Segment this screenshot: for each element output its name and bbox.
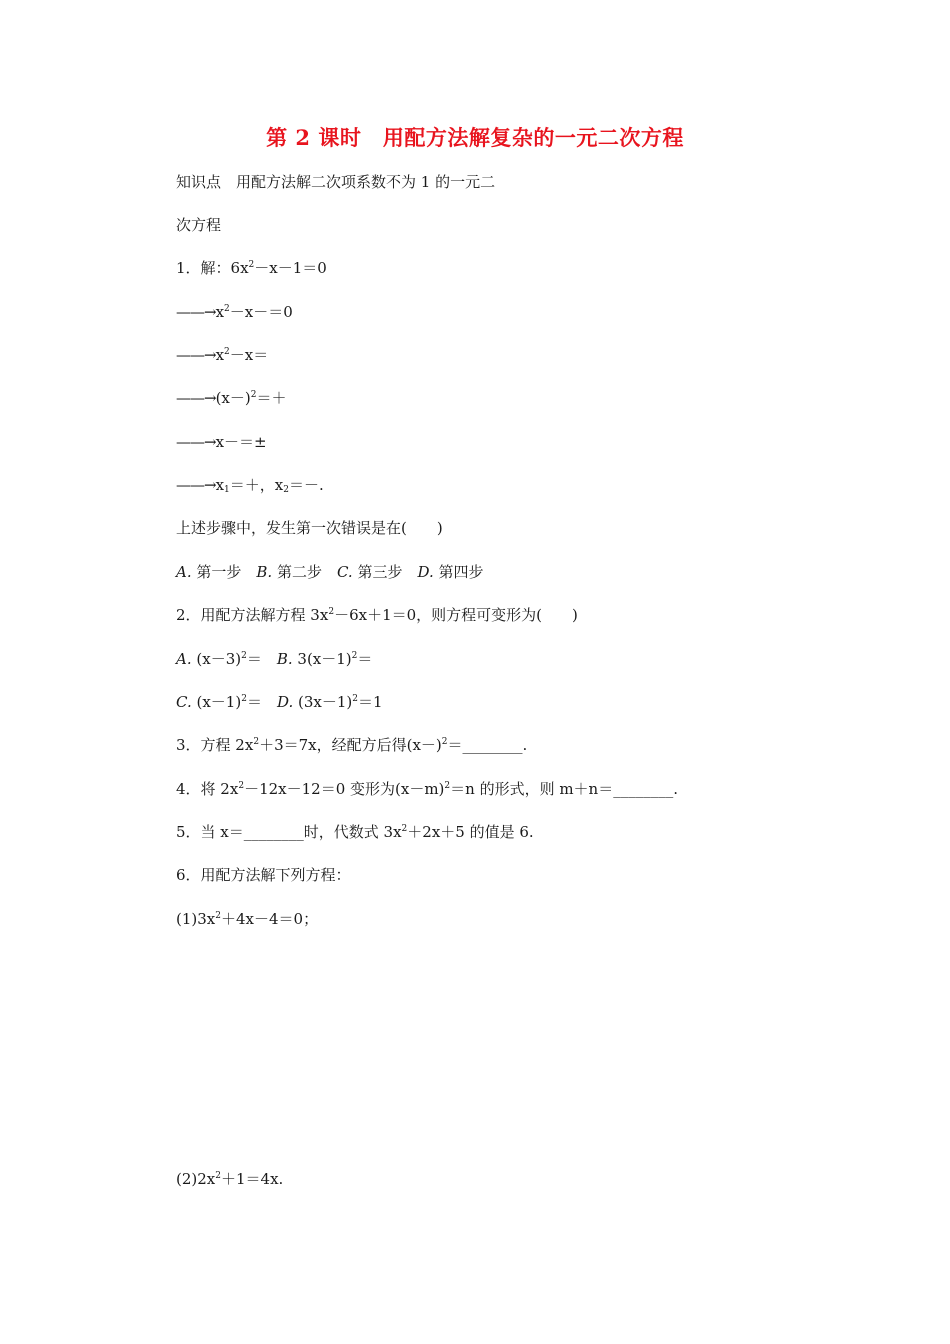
arrow-icon: ——→ xyxy=(176,303,216,321)
q1-step-2: $——\to x^2-x=$ xyxy=(176,346,269,364)
q6-question: 6．用配方法解下列方程： xyxy=(176,866,351,884)
arrow-icon: ——→ xyxy=(176,433,216,451)
q1-step-1: $——\to x^2-x-=0$ xyxy=(176,303,293,321)
q2-question: 2．用配方法解方程 $3x^2-6x+1=0$，则方程可变形为( ) xyxy=(176,606,578,624)
q5-question: 5．当 x＝________时，代数式 $3x^2+2x+5$ 的值是 6. xyxy=(176,823,534,841)
knowledge-point-line-1: 知识点 用配方法解二次项系数不为 1 的一元二 xyxy=(176,173,496,191)
q4-question: 4．将 $2x^2-12x-12=0$ 变形为$(x-m)^2=n$ 的形式，则 m＋n＝________. xyxy=(176,780,678,798)
q1-question: 上述步骤中，发生第一次错误是在( ) xyxy=(176,519,443,537)
q1-step-5: $——\to x_1=+$，$x_2=-$. xyxy=(176,476,324,495)
q2-options-cd: C. $(x-1)^2=$ D. $(3x-1)^2=1$ xyxy=(176,693,383,711)
q1-options: A. 第一步 B. 第二步 C. 第三步 D. 第四步 xyxy=(176,563,484,581)
knowledge-point-line-2: 次方程 xyxy=(176,216,222,234)
q1-equation: 1．解：$6x^2-x-1=0$ xyxy=(176,259,327,277)
q3-question: 3．方程 $2x^2+3=7x$，经配方后得$(x-)^2=\_\_\_\_\_\_\_\_$. xyxy=(176,736,528,754)
q6-part-2: $(2)2x^2+1=4x$. xyxy=(176,1170,284,1188)
q6-part-1: $(1)3x^2+4x-4=0$； xyxy=(176,910,319,928)
arrow-icon: ——→ xyxy=(176,389,216,407)
q1-step-3: $——\to(x-)^2=+$ xyxy=(176,389,287,407)
arrow-icon: ——→ xyxy=(176,346,216,364)
page-title: 第 2 课时 用配方法解复杂的一元二次方程 xyxy=(266,125,684,150)
arrow-icon: ——→ xyxy=(176,476,216,494)
q2-options-ab: A. $(x-3)^2=$ B. $3(x-1)^2=$ xyxy=(176,650,373,668)
q1-step-4: ——→x－＝± xyxy=(176,433,267,451)
